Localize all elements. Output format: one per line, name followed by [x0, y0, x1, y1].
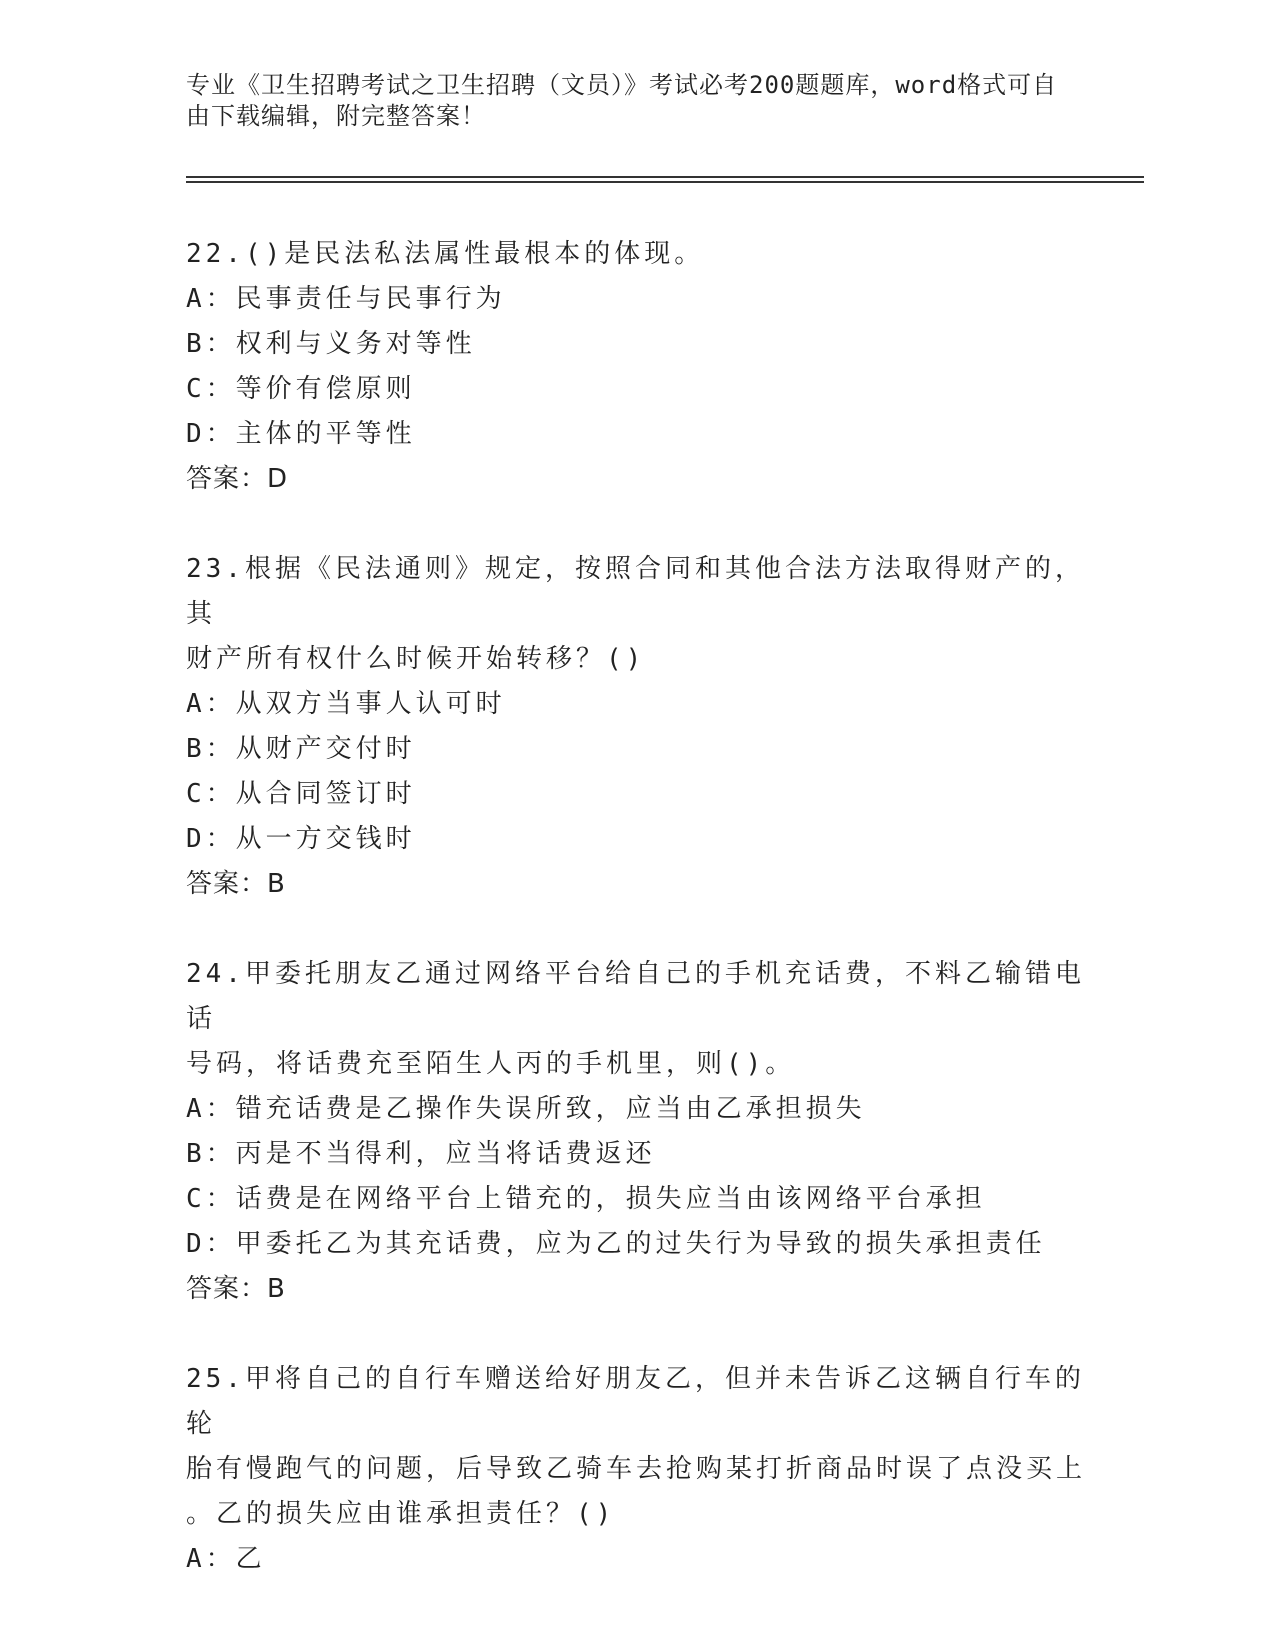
option-b: B：权利与义务对等性 — [186, 329, 476, 359]
question-22 — [186, 232, 1086, 502]
option-d: D：从一方交钱时 — [186, 824, 416, 854]
question-24 — [186, 952, 1086, 1312]
stem-line: 22.()是民法私法属性最根本的体现。 — [186, 239, 705, 269]
stem-line: 胎有慢跑气的问题，后导致乙骑车去抢购某打折商品时误了点没买上 — [186, 1454, 1087, 1484]
header-line-1: 专业《卫生招聘考试之卫生招聘（文员）》考试必考200题题库，word格式可自 — [186, 71, 1058, 99]
header-divider-bottom — [186, 181, 1144, 183]
stem-line: 号码，将话费充至陌生人丙的手机里，则()。 — [186, 1049, 796, 1079]
stem-line: 25.甲将自己的自行车赠送给好朋友乙，但并未告诉乙这辆自行车的轮 — [186, 1364, 1085, 1439]
question-list — [186, 232, 1086, 1627]
answer: 答案：B — [186, 1274, 286, 1304]
option-c: C：从合同签订时 — [186, 779, 416, 809]
answer: 答案：B — [186, 869, 286, 899]
option-c: C：话费是在网络平台上错充的，损失应当由该网络平台承担 — [186, 1184, 986, 1214]
stem-line: 财产所有权什么时候开始转移？() — [186, 644, 646, 674]
header-line-2: 由下载编辑，附完整答案！ — [186, 102, 486, 130]
option-b: B：从财产交付时 — [186, 734, 416, 764]
question-stem — [186, 1357, 1086, 1537]
answer: 答案：D — [186, 464, 289, 494]
option-b: B：丙是不当得利，应当将话费返还 — [186, 1139, 656, 1169]
option-a: A：错充话费是乙操作失误所致，应当由乙承担损失 — [186, 1094, 866, 1124]
stem-line: 24.甲委托朋友乙通过网络平台给自己的手机充话费，不料乙输错电话 — [186, 959, 1085, 1034]
question-stem — [186, 232, 1086, 277]
option-c: C：等价有偿原则 — [186, 374, 416, 404]
question-25 — [186, 1357, 1086, 1582]
question-23 — [186, 547, 1086, 907]
header-divider-top — [186, 176, 1144, 178]
option-d: D：甲委托乙为其充话费，应为乙的过失行为导致的损失承担责任 — [186, 1229, 1046, 1259]
option-a: A：从双方当事人认可时 — [186, 689, 506, 719]
stem-line: 。乙的损失应由谁承担责任？() — [186, 1499, 616, 1529]
document-header — [186, 70, 1066, 132]
option-d: D：主体的平等性 — [186, 419, 416, 449]
option-a: A：乙 — [186, 1544, 266, 1574]
stem-line: 23.根据《民法通则》规定，按照合同和其他合法方法取得财产的，其 — [186, 554, 1085, 629]
question-stem — [186, 952, 1086, 1087]
question-stem — [186, 547, 1086, 682]
option-a: A：民事责任与民事行为 — [186, 284, 506, 314]
